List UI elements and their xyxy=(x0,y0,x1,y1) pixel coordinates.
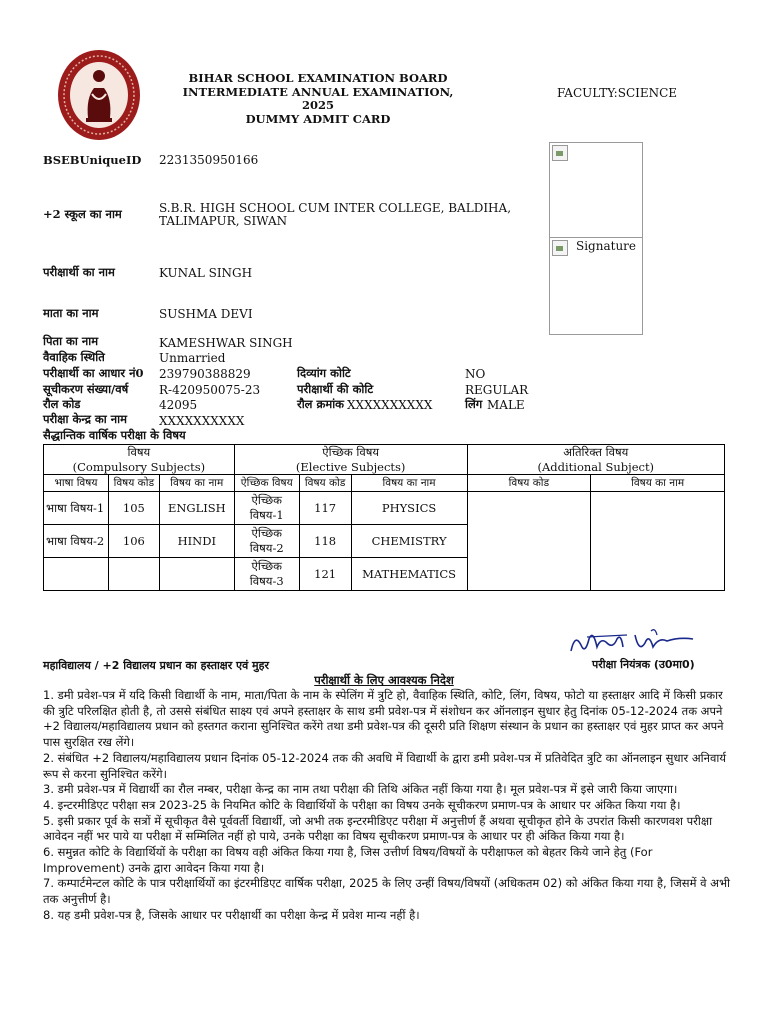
controller-signature xyxy=(567,625,697,661)
col-header-name: विषय का नाम xyxy=(159,475,234,492)
roll-code-value: 42095 xyxy=(159,398,198,412)
school-value xyxy=(159,202,511,228)
reg-value: R-420950075-23 xyxy=(159,383,261,397)
instruction-item: 5. इसी प्रकार पूर्व के सत्रों में सूचीकृत वैसे पूर्ववर्ती विद्यार्थी, जो अभी तक इन्टरमीडिएट परीक्षा में अनुत्तीर्ण हैं अथवा सूचीकृत होने के उपरांत किसी कारणवश परीक्षा आवेदन नहीं भर पाये या परीक्षा में सम्मिलित नहीं हो पाये, उनके परीक्षा का विषय सूचीकरण प्रमाण-पत्र के आधार पर ही अंकित किया गया है। xyxy=(43,813,713,844)
instruction-item: 7. कम्पार्टमेन्टल कोटि के पात्र परीक्षार्थियों का इंटरमीडिएट वार्षिक परीक्षा, 2025 के लिए उन्हीं विषय/विषयों (अधिकतम 02) को अंकित किया गया है, जिसमें वे अभी तक अनुत्तीर्ण है। xyxy=(43,876,731,907)
category-value: REGULAR xyxy=(465,383,529,397)
gender-label: लिंग xyxy=(465,397,483,411)
table-group-header xyxy=(44,445,725,475)
roll-code-label: रौल कोड xyxy=(43,397,81,411)
board-name: BIHAR SCHOOL EXAMINATION BOARD xyxy=(188,71,448,85)
signature-box xyxy=(549,237,643,335)
name-value: KUNAL SINGH xyxy=(159,266,253,280)
instruction-item: 3. डमी प्रवेश-पत्र में विद्यार्थी का रौल नम्बर, परीक्षा केन्द्र का नाम तथा परीक्षा की तिथि अंकित नहीं किया गया है। मूल प्रवेश-पत्र में इसे जारी किया जाएगा। xyxy=(43,782,678,797)
col-header-a-name: विषय का नाम xyxy=(591,475,725,492)
subjects-section-title: सैद्धान्तिक वार्षिक परीक्षा के विषय xyxy=(43,428,186,442)
category-label: परीक्षार्थी की कोटि xyxy=(297,382,374,396)
col-header-lang: भाषा विषय xyxy=(44,475,109,492)
additional-header: अतिरिक्त विषय (Additional Subject) xyxy=(467,445,724,475)
roll-no-value: XXXXXXXXXX xyxy=(347,398,433,412)
col-header-elective: ऐच्छिक विषय xyxy=(234,475,299,492)
aadhaar-label: परीक्षार्थी का आधार नं0 xyxy=(43,366,144,380)
disability-value: NO xyxy=(465,367,486,381)
school-line-1: S.B.R. HIGH SCHOOL CUM INTER COLLEGE, BALDIHA, xyxy=(159,201,512,215)
broken-image-icon xyxy=(552,145,568,161)
broken-image-icon xyxy=(552,240,568,256)
unique-id-value: 2231350950166 xyxy=(159,153,259,167)
compulsory-header: विषय (Compulsory Subjects) xyxy=(44,445,235,475)
table-row: ऐच्छिक विषय-3 121 MATHEMATICS xyxy=(44,558,725,591)
instructions-title: परीक्षार्थी के लिए आवश्यक निदेश xyxy=(314,673,454,687)
principal-signature-label: महाविद्यालय / +2 विद्यालय प्रधान का हस्ताक्षर एवं मुहर xyxy=(43,659,269,672)
exam-name: INTERMEDIATE ANNUAL EXAMINATION, 2025 xyxy=(182,84,454,112)
disability-label: दिव्यांग कोटि xyxy=(297,366,351,380)
aadhaar-value: 239790388829 xyxy=(159,367,251,381)
subjects-table xyxy=(43,444,725,591)
signature-alt-text: Signature xyxy=(576,239,637,253)
additional-name-cell xyxy=(591,492,725,591)
marital-value: Unmarried xyxy=(159,351,226,365)
instruction-item: 1. डमी प्रवेश-पत्र में यदि किसी विद्यार्थी के नाम, माता/पिता के नाम के स्पेलिंग में त्रुटि हो, वैवाहिक स्थिति, कोटि, लिंग, विषय, फोटो या हस्ताक्षर आदि में किसी प्रकार की त्रुटि परिलक्षित होती है, तो उससे संबंधित साक्ष्य एवं अपने हस्ताक्षर के साथ डमी प्रवेश-पत्र में संशोधन कर ऑनलाइन सुधार हेतु दिनांक 05-12-2024 तक अपने +2 विद्यालय/महाविद्यालय प्रधान को हस्तगत कराना सुनिश्चित करेंगे तथा डमी प्रवेश-पत्र की दूसरी प्रति शिक्षण संस्थान के प्रधान का हस्ताक्षर एवं मुहर प्राप्त कर अपने पास सुरक्षित रख लेंगे। xyxy=(43,688,724,750)
col-header-e-name: विषय का नाम xyxy=(351,475,467,492)
table-row: भाषा विषय-2 106 HINDI ऐच्छिक विषय-2 118 CHEMISTRY xyxy=(44,525,725,558)
father-value: KAMESHWAR SINGH xyxy=(159,336,293,350)
col-header-e-code: विषय कोड xyxy=(299,475,351,492)
additional-code-cell xyxy=(467,492,591,591)
table-row: भाषा विषय-1 105 ENGLISH ऐच्छिक विषय-1 117 PHYSICS xyxy=(44,492,725,525)
instruction-item: 8. यह डमी प्रवेश-पत्र है, जिसके आधार पर परीक्षार्थी का परीक्षा केन्द्र में प्रवेश मान्य नहीं है। xyxy=(43,907,420,922)
name-label: परीक्षार्थी का नाम xyxy=(43,265,115,279)
controller-label: परीक्षा नियंत्रक (उ0मा0) xyxy=(592,658,695,671)
card-title: DUMMY ADMIT CARD xyxy=(245,111,391,126)
photo-box xyxy=(549,142,643,239)
unique-id-label: BSEBUniqueID xyxy=(43,153,142,167)
mother-label: माता का नाम xyxy=(43,306,99,320)
roll-no-label: रौल क्रमांक xyxy=(297,397,345,411)
instruction-item: 6. समुन्नत कोटि के विद्यार्थियों के परीक्षा का विषय वही अंकित किया गया है, जिस उत्तीर्ण विषय/विषयों के परीक्षाफल को बेहतर किये जाने हेतु (For Improvement) उनके द्वारा आवेदन किया गया है। xyxy=(43,845,653,875)
marital-label: वैवाहिक स्थिति xyxy=(43,350,105,364)
elective-header: ऐच्छिक विषय (Elective Subjects) xyxy=(234,445,467,475)
school-line-2: TALIMAPUR, SIWAN xyxy=(159,214,288,228)
centre-label: परीक्षा केन्द्र का नाम xyxy=(43,412,127,426)
header-block xyxy=(168,72,468,126)
centre-value: XXXXXXXXXX xyxy=(159,414,245,428)
table-column-header xyxy=(44,475,725,492)
gender-value: MALE xyxy=(487,398,525,412)
reg-label: सूचीकरण संख्या/वर्ष xyxy=(43,382,129,396)
col-header-code: विषय कोड xyxy=(108,475,159,492)
mother-value: SUSHMA DEVI xyxy=(159,307,253,321)
school-label: +2 स्कूल का नाम xyxy=(43,207,122,221)
instructions-list xyxy=(43,688,733,924)
bseb-logo xyxy=(56,48,142,142)
father-label: पिता का नाम xyxy=(43,334,99,348)
instruction-item: 4. इन्टरमीडिएट परीक्षा सत्र 2023-25 के नियमित कोटि के विद्यार्थियों के परीक्षा का विषय उनके सूचीकरण प्रमाण-पत्र के आधार पर अंकित किया गया है। xyxy=(43,797,681,812)
instruction-item: 2. संबंधित +2 विद्यालय/महाविद्यालय प्रधान दिनांक 05-12-2024 तक की अवधि में विद्यार्थी के द्वारा डमी प्रवेश-पत्र में प्रतिवेदित त्रुटि का ऑनलाइन सुधार अनिवार्य रूप से करना सुनिश्चित करेंगे। xyxy=(43,750,727,781)
col-header-a-code: विषय कोड xyxy=(467,475,591,492)
faculty: FACULTY:SCIENCE xyxy=(557,86,678,100)
